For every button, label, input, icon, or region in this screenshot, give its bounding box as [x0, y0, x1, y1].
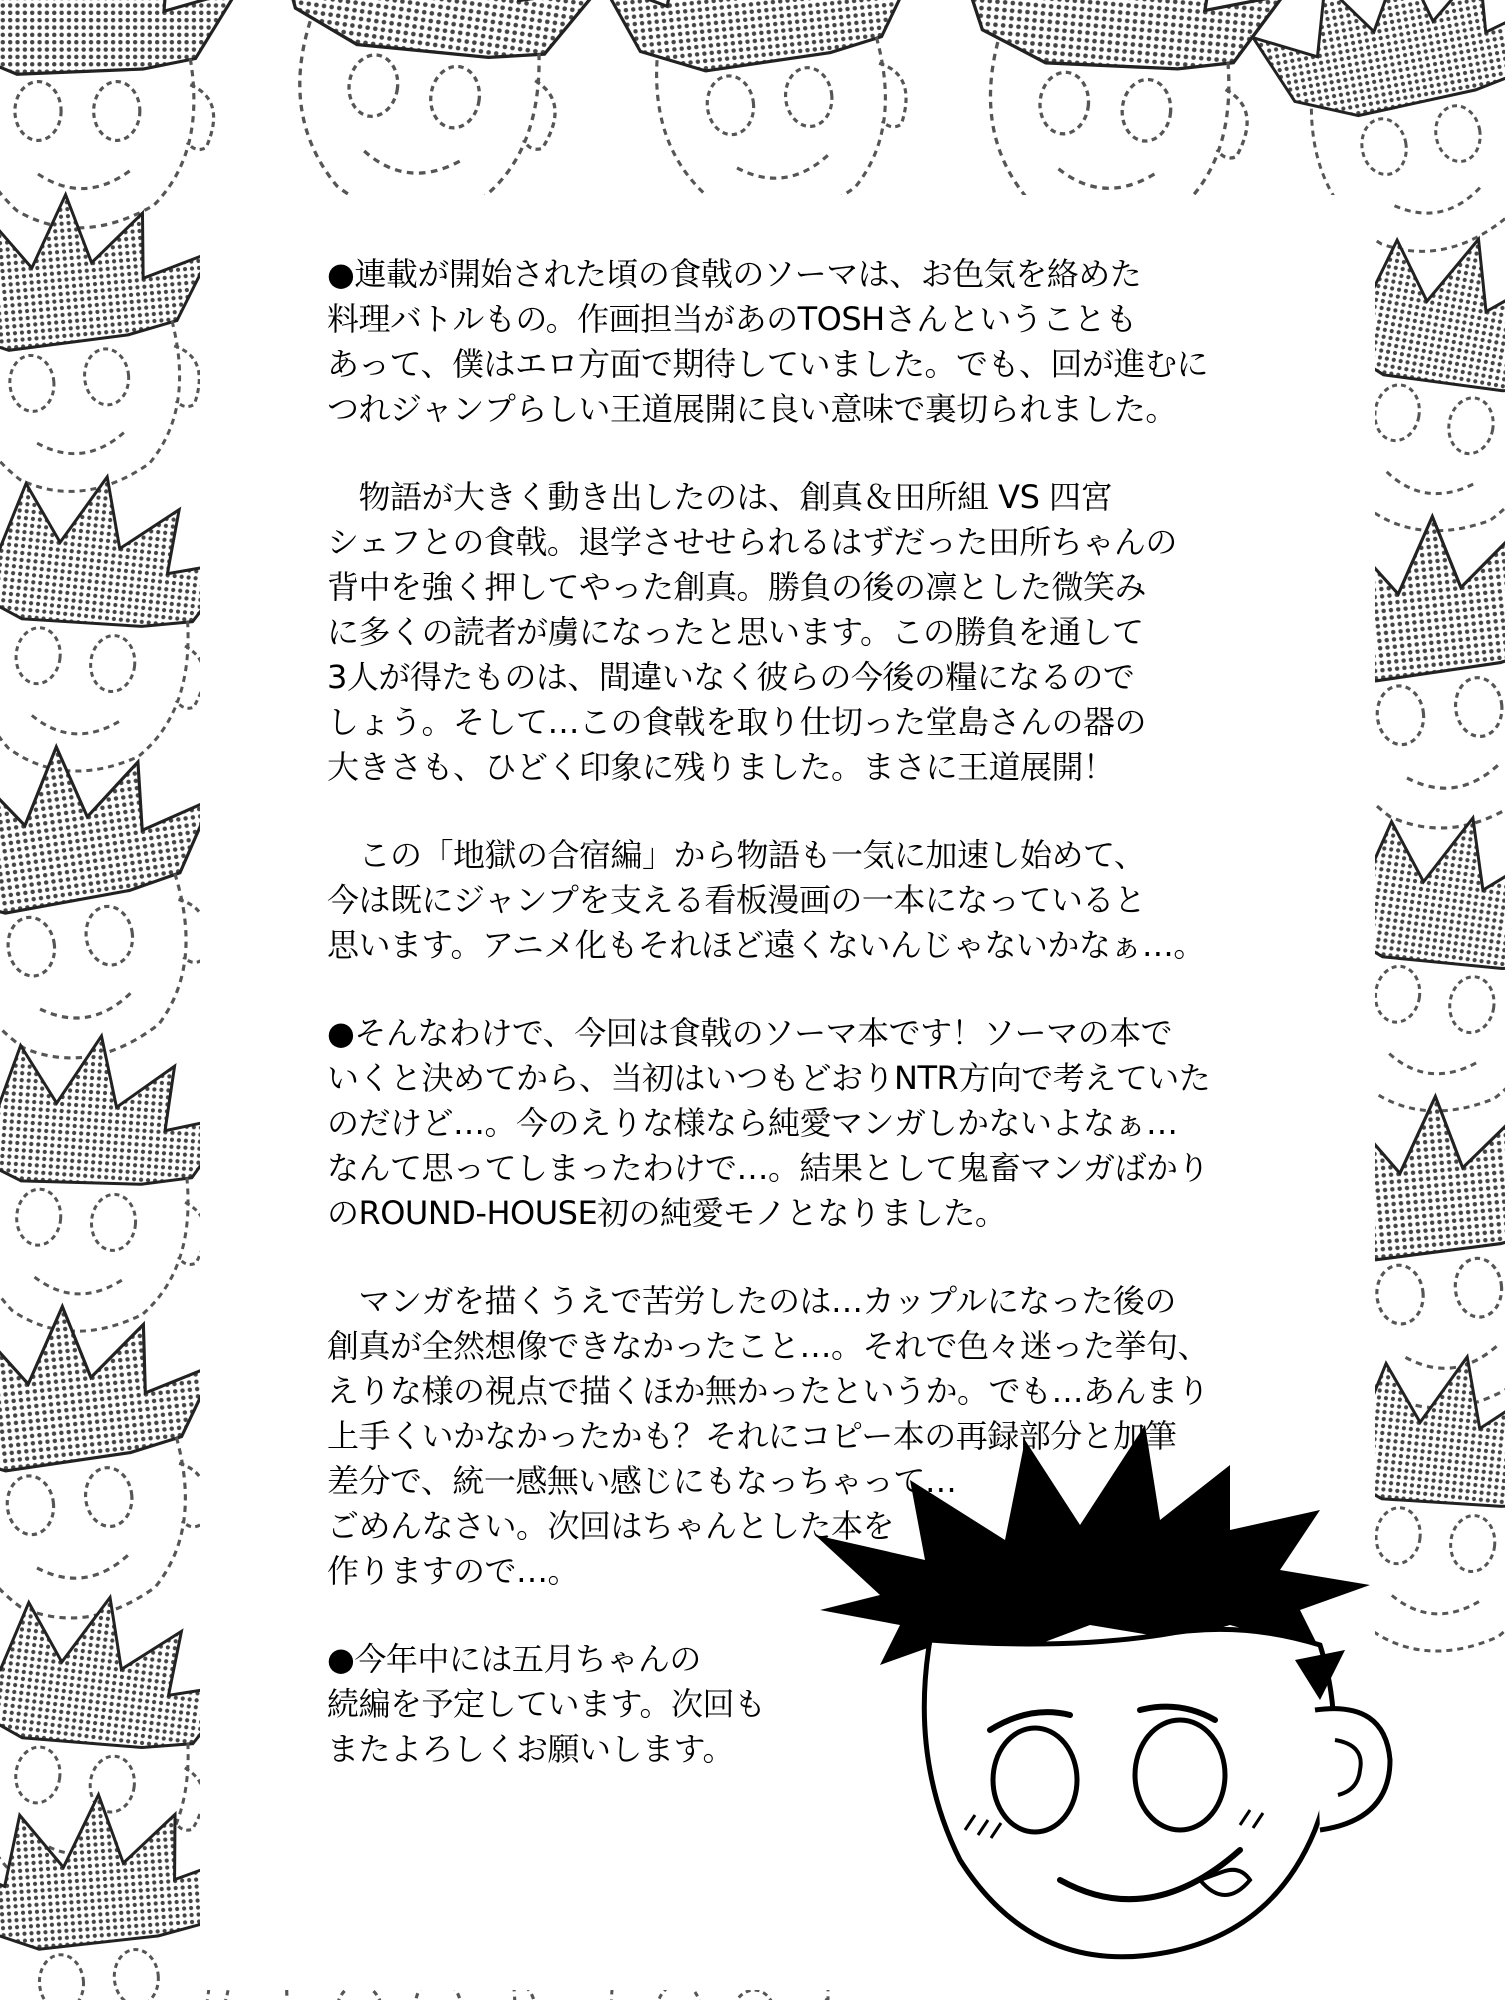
hair-shape [815, 1425, 1370, 1665]
text-line: 物語が大きく動き出したのは、創真＆田所組 VS 四宮 [327, 478, 1113, 516]
text-line: えりな様の視点で描くほか無かったというか。でも…あんまり [327, 1372, 1210, 1410]
left-eye [993, 1728, 1077, 1832]
face-shape [924, 1629, 1334, 1956]
text-line: いくと決めてから、当初はいつもどおりNTR方向で考えていた [327, 1059, 1211, 1097]
text-line: に多くの読者が虜になったと思います。この勝負を通して [327, 613, 1144, 651]
ear-shape [1315, 1709, 1390, 1830]
text-line: 差分で、統一感無い感じにもなっちゃって… [327, 1462, 957, 1500]
text-line: またよろしくお願いします。 [327, 1730, 734, 1768]
text-line: この「地獄の合宿編」から物語も一気に加速し始めて、 [327, 836, 1146, 874]
text-line: 料理バトルもの。作画担当があのTOSHさんということも [327, 300, 1137, 338]
paragraph [327, 475, 1187, 790]
text-line: 3人が得たものは、間違いなく彼らの今後の糧になるので [327, 658, 1135, 696]
text-line: のROUND-HOUSE初の純愛モノとなりました。 [327, 1194, 1007, 1232]
text-line: 上手くいかなかったかも？それにコピー本の再録部分と加筆 [327, 1417, 1177, 1455]
text-line: 大きさも、ひどく印象に残りました。まさに王道展開！ [327, 748, 1115, 786]
text-line: マンガを描くうえで苦労したのは…カップルになった後の [327, 1282, 1176, 1320]
text-line: のだけど…。今のえりな様なら純愛マンガしかないよなぁ… [327, 1104, 1178, 1142]
text-line: ごめんなさい。次回はちゃんとした本を [327, 1507, 895, 1545]
grinning-boy-face-illustration [760, 1410, 1500, 1995]
text-line: 背中を強く押してやった創真。勝負の後の凛とした微笑み [327, 568, 1147, 606]
right-eye [1135, 1720, 1225, 1830]
text-line: あって、僕はエロ方面で期待していました。でも、回が進むに [327, 345, 1209, 383]
text-line: 創真が全然想像できなかったこと…。それで色々迷った挙句、 [327, 1327, 1210, 1365]
text-line: しょう。そして…この食戟を取り仕切った堂島さんの器の [327, 703, 1147, 741]
text-line: ●そんなわけで、今回は食戟のソーマ本です！ソーマの本で [327, 1014, 1173, 1052]
text-line: シェフとの食戟。退学させせられるはずだった田所ちゃんの [327, 523, 1177, 561]
text-line: 思います。アニメ化もそれほど遠くないんじゃないかなぁ…。 [327, 926, 1205, 964]
text-line: なんて思ってしまったわけで…。結果として鬼畜マンガばかり [327, 1149, 1210, 1187]
paragraph [327, 1011, 1211, 1236]
text-line: ●今年中には五月ちゃんの [327, 1640, 701, 1678]
text-line: 続編を予定しています。次回も [327, 1685, 766, 1723]
text-line: つれジャンプらしい王道展開に良い意味で裏切られました。 [327, 390, 1177, 428]
text-line: 作りますので…。 [327, 1552, 580, 1590]
text-line: 今は既にジャンプを支える看板漫画の一本になっていると [327, 881, 1146, 919]
paragraph [327, 833, 1205, 968]
text-line: ●連載が開始された頃の食戟のソーマは、お色気を絡めた [327, 255, 1142, 293]
paragraph [327, 252, 1209, 432]
